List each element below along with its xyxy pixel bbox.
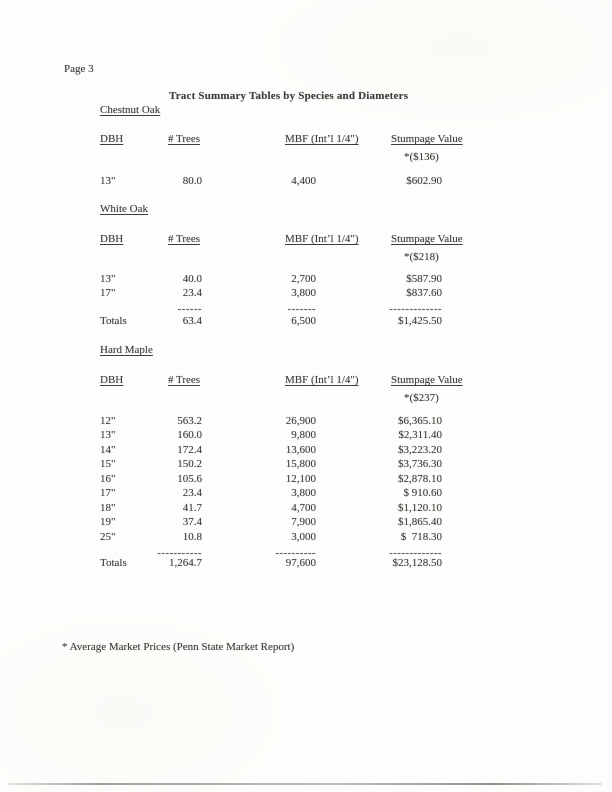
- page-number-label: Page 3: [64, 63, 94, 75]
- table-row: [0, 175, 612, 189]
- species-heading: White Oak: [100, 203, 148, 215]
- price-per-mbf-note: *($237): [404, 392, 439, 404]
- cell-stumpage: $ 910.60: [403, 487, 442, 499]
- cell-stumpage: $2,311.40: [398, 429, 442, 441]
- cell-mbf: 2,700: [291, 273, 316, 285]
- page-scan-edge-line: [8, 783, 602, 785]
- cell-trees: 172.4: [177, 444, 202, 456]
- cell-stumpage-total: $1,425.50: [398, 315, 442, 327]
- table-row: [0, 516, 612, 530]
- cell-dbh: 17": [100, 487, 116, 499]
- table-row: [0, 444, 612, 458]
- cell-stumpage: $3,736.30: [398, 458, 442, 470]
- cell-stumpage: $ 718.30: [400, 531, 442, 543]
- price-per-mbf-note: *($136): [404, 151, 439, 163]
- cell-mbf: 4,700: [291, 502, 316, 514]
- cell-mbf: 26,900: [285, 415, 316, 427]
- table-row: [0, 487, 612, 501]
- cell-mbf-total: 97,600: [285, 557, 316, 569]
- cell-dbh: 15": [100, 458, 116, 470]
- table-header-row: [0, 374, 612, 388]
- cell-stumpage-total: $23,128.50: [392, 557, 442, 569]
- dash-rule: ----------: [275, 547, 316, 559]
- table-row: [0, 502, 612, 516]
- cell-stumpage: $3,223.20: [398, 444, 442, 456]
- dash-rule: -------: [287, 303, 316, 315]
- totals-label: Totals: [100, 315, 127, 327]
- totals-label: Totals: [100, 557, 127, 569]
- cell-trees-total: 63.4: [182, 315, 202, 327]
- price-per-mbf-note: *($218): [404, 251, 439, 263]
- cell-stumpage: $587.90: [406, 273, 442, 285]
- cell-dbh: 13": [100, 175, 116, 187]
- cell-trees: 37.4: [182, 516, 202, 528]
- column-header-dbh: DBH: [100, 374, 124, 386]
- cell-dbh: 16": [100, 473, 116, 485]
- cell-dbh: 17": [100, 287, 116, 299]
- cell-trees: 563.2: [177, 415, 202, 427]
- table-row: [0, 531, 612, 545]
- table-row: [0, 458, 612, 472]
- dash-rule: -------------: [389, 303, 442, 315]
- cell-mbf: 3,800: [291, 487, 316, 499]
- dash-rule: -------------: [389, 547, 442, 559]
- cell-dbh: 25": [100, 531, 116, 543]
- column-header-mbf: MBF (Int’l 1/4"): [285, 374, 359, 386]
- table-row: [0, 415, 612, 429]
- cell-dbh: 14": [100, 444, 116, 456]
- species-heading: Chestnut Oak: [100, 104, 161, 116]
- cell-stumpage: $2,878.10: [398, 473, 442, 485]
- cell-trees: 10.8: [182, 531, 202, 543]
- column-header-num-trees: # Trees: [168, 374, 201, 386]
- table-row: [0, 273, 612, 287]
- cell-dbh: 13": [100, 273, 116, 285]
- dash-rule: -----------: [157, 547, 202, 559]
- table-row: [0, 287, 612, 301]
- species-heading: Hard Maple: [100, 344, 153, 356]
- cell-trees: 150.2: [177, 458, 202, 470]
- cell-stumpage: $1,865.40: [398, 516, 442, 528]
- cell-mbf: 9,800: [291, 429, 316, 441]
- cell-mbf: 3,800: [291, 287, 316, 299]
- cell-stumpage: $602.90: [406, 175, 442, 187]
- cell-trees: 80.0: [182, 175, 202, 187]
- table-header-row: [0, 233, 612, 247]
- column-header-num-trees: # Trees: [168, 233, 201, 245]
- cell-mbf: 12,100: [285, 473, 316, 485]
- cell-mbf: 7,900: [291, 516, 316, 528]
- totals-row: [0, 557, 612, 571]
- cell-mbf: 15,800: [285, 458, 316, 470]
- cell-trees: 105.6: [177, 473, 202, 485]
- column-header-stumpage-value: Stumpage Value: [391, 233, 463, 245]
- column-header-stumpage-value: Stumpage Value: [391, 374, 463, 386]
- cell-dbh: 13": [100, 429, 116, 441]
- cell-stumpage: $1,120.10: [398, 502, 442, 514]
- table-row: [0, 473, 612, 487]
- cell-trees: 160.0: [177, 429, 202, 441]
- column-header-dbh: DBH: [100, 133, 124, 145]
- cell-trees: 40.0: [182, 273, 202, 285]
- column-header-dbh: DBH: [100, 233, 124, 245]
- document-title: Tract Summary Tables by Species and Diameters: [169, 90, 409, 102]
- cell-stumpage: $6,365.10: [398, 415, 442, 427]
- cell-mbf: 13,600: [285, 444, 316, 456]
- column-header-num-trees: # Trees: [168, 133, 201, 145]
- column-header-mbf: MBF (Int’l 1/4"): [285, 133, 359, 145]
- table-row: [0, 429, 612, 443]
- cell-trees: 23.4: [182, 487, 202, 499]
- market-prices-footnote: * Average Market Prices (Penn State Market Report): [62, 641, 295, 653]
- cell-trees: 41.7: [182, 502, 202, 514]
- cell-stumpage: $837.60: [406, 287, 442, 299]
- totals-row: [0, 315, 612, 329]
- table-header-row: [0, 133, 612, 147]
- cell-dbh: 19": [100, 516, 116, 528]
- column-header-stumpage-value: Stumpage Value: [391, 133, 463, 145]
- cell-mbf: 4,400: [291, 175, 316, 187]
- dash-rule: ------: [177, 303, 202, 315]
- cell-trees-total: 1,264.7: [169, 557, 202, 569]
- column-header-mbf: MBF (Int’l 1/4"): [285, 233, 359, 245]
- cell-dbh: 12": [100, 415, 116, 427]
- cell-trees: 23.4: [182, 287, 202, 299]
- cell-mbf: 3,000: [291, 531, 316, 543]
- cell-mbf-total: 6,500: [291, 315, 316, 327]
- cell-dbh: 18": [100, 502, 116, 514]
